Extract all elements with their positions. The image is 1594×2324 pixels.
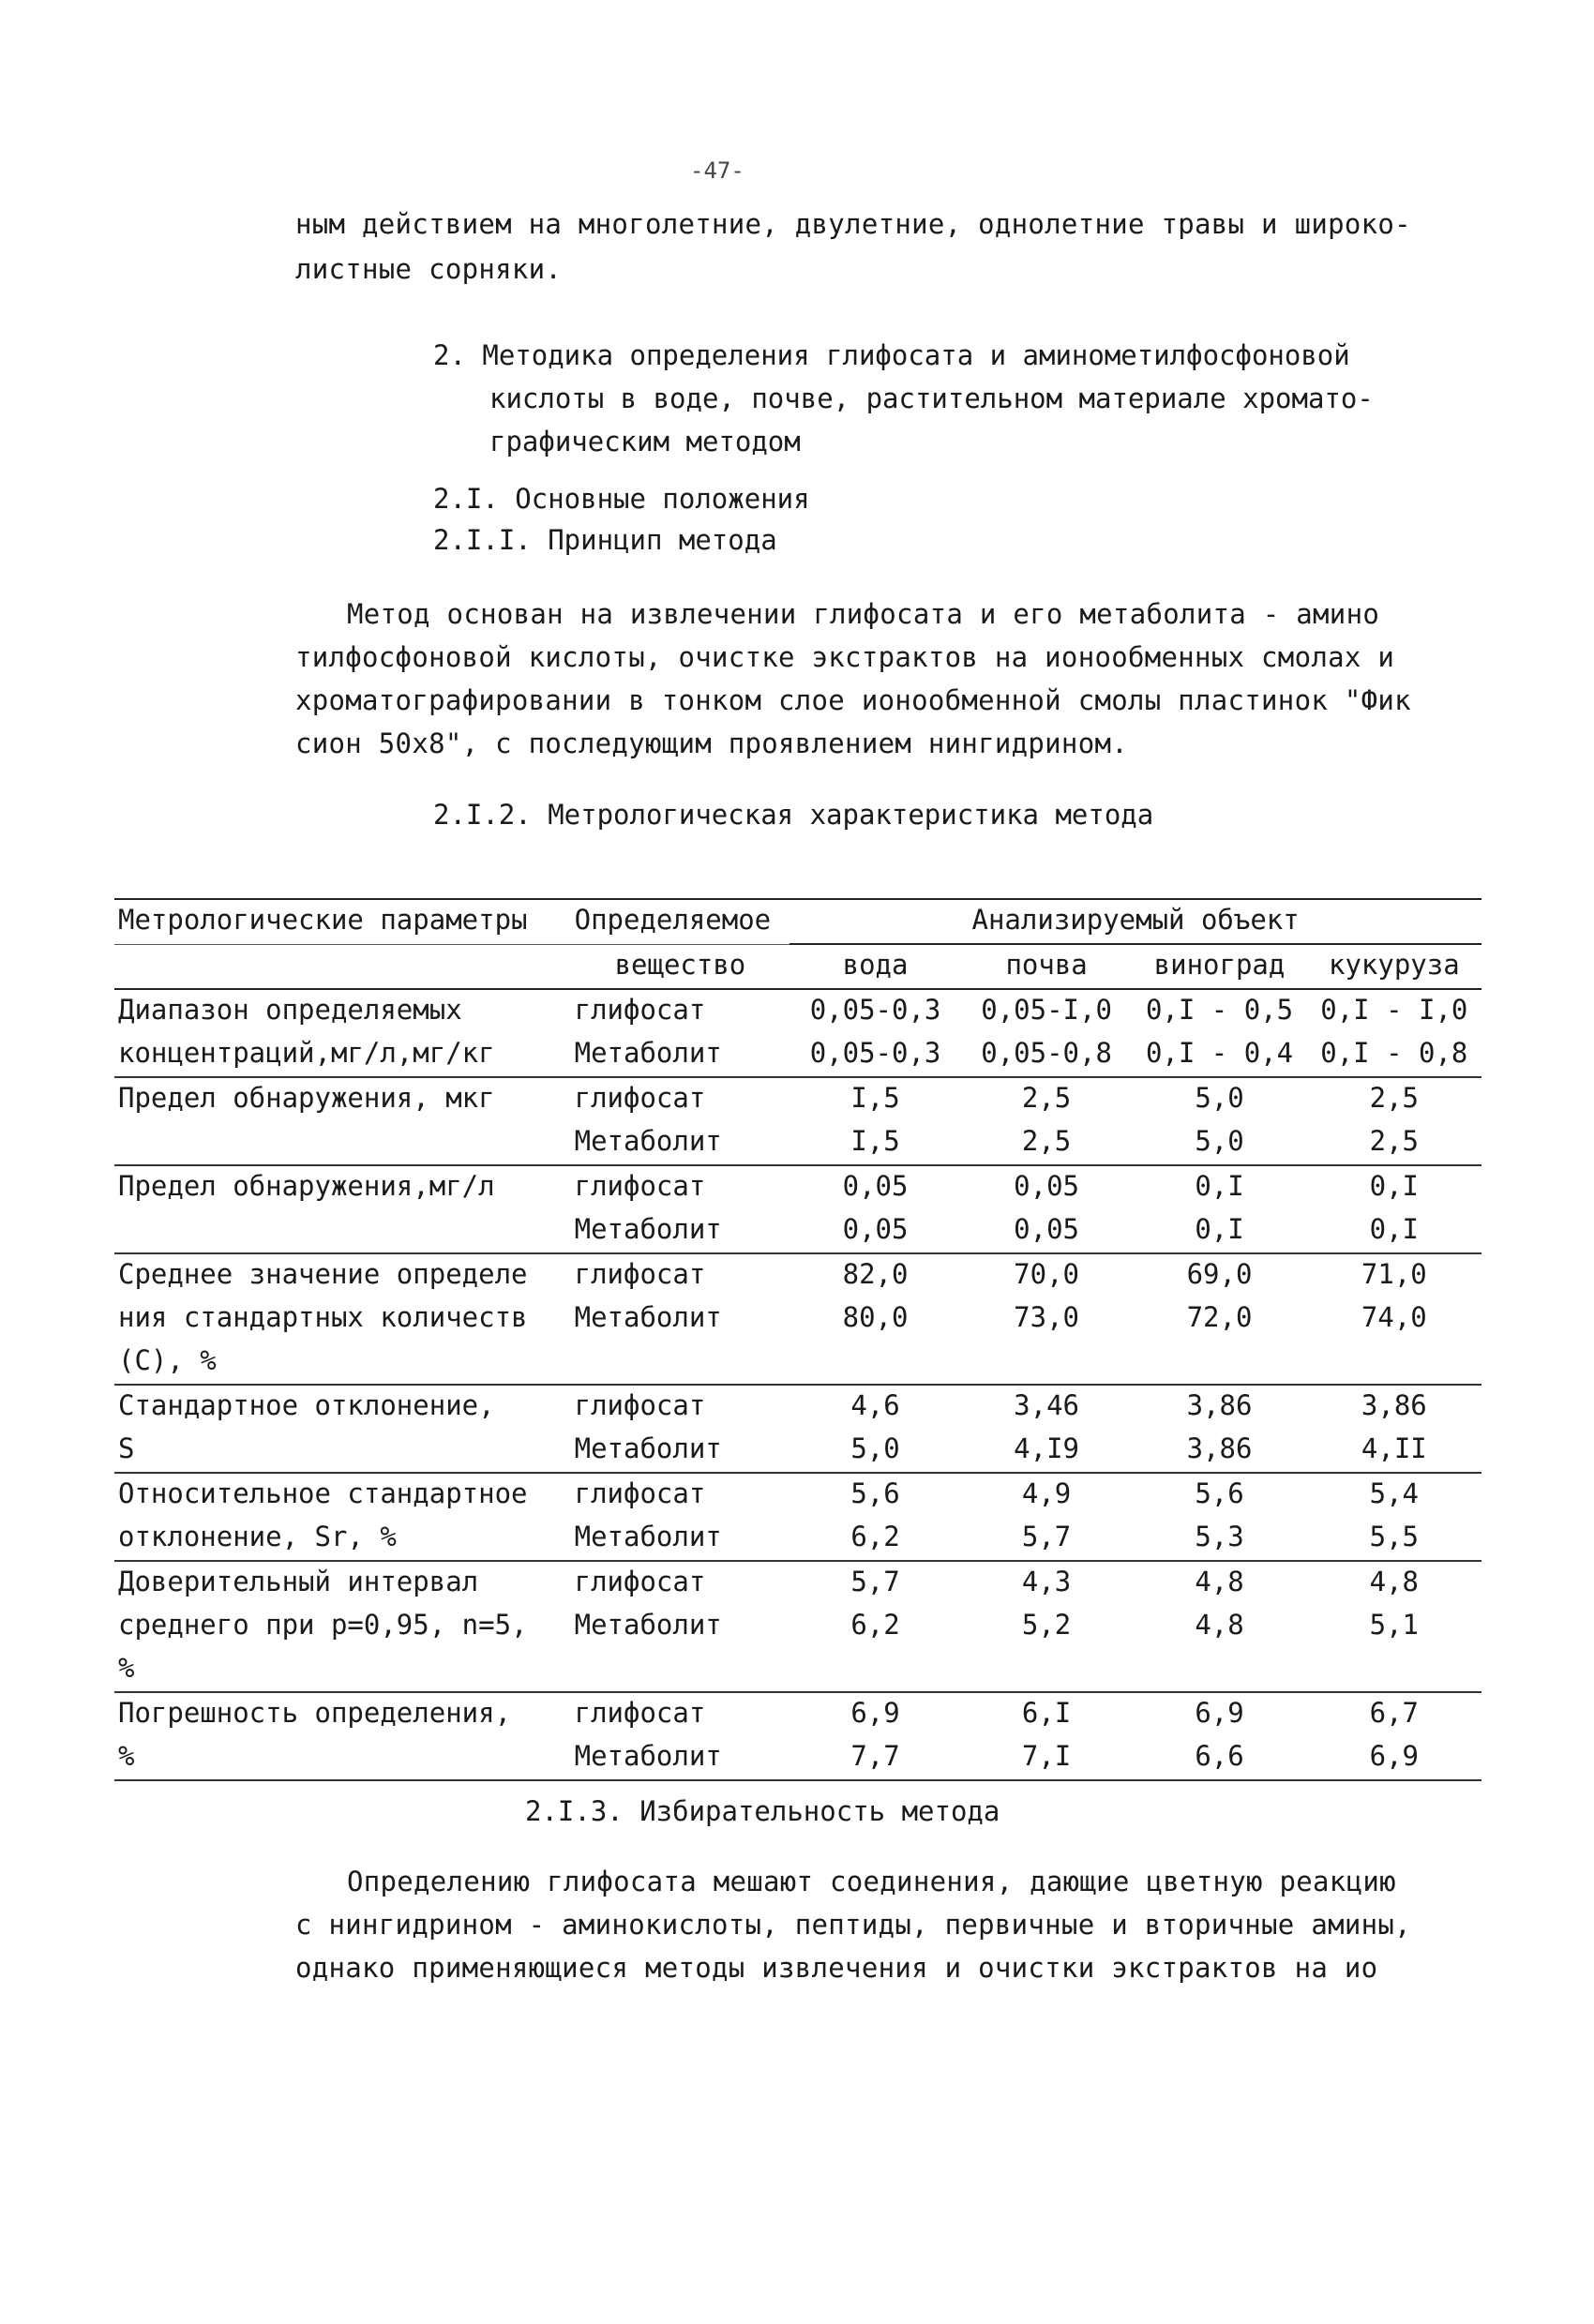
value-cell: 5,0: [789, 1429, 961, 1473]
value-cell: 0,I - 0,8: [1307, 1033, 1481, 1077]
value-cell: 69,0: [1186, 1258, 1253, 1290]
param-cell: Стандартное отклонение,: [118, 1389, 495, 1421]
value-cell: 2,5: [1369, 1082, 1420, 1114]
value-cell: 2,5: [961, 1121, 1133, 1165]
value-cell: 0,I - 0,4: [1132, 1033, 1306, 1077]
value-cell: I,5: [850, 1082, 900, 1114]
value-cell: 6,7: [1369, 1697, 1420, 1729]
substance-cell: Метаболит: [571, 1209, 790, 1253]
value-cell: 0,I - I,0: [1320, 994, 1468, 1026]
table-row: [114, 1341, 1481, 1385]
selectivity-line-3: однако применяющиеся методы извлечения и очистки экстрактов на ио: [295, 1952, 1378, 1984]
value-cell: 3,86: [1132, 1429, 1306, 1473]
table-row: [114, 1385, 1481, 1429]
param-cell: [114, 1121, 571, 1165]
value-cell: 4,I9: [961, 1429, 1133, 1473]
value-cell: 4,II: [1307, 1429, 1481, 1473]
value-cell: 0,I: [1307, 1209, 1481, 1253]
intro-line-1: ным действием на многолетние, двулетние, однолетние травы и широко-: [295, 208, 1411, 240]
value-cell: 0,05-0,3: [809, 994, 941, 1026]
table-row: [114, 1253, 1481, 1297]
substance-cell: [571, 1648, 790, 1692]
value-cell: 70,0: [1014, 1258, 1080, 1290]
value-cell: [1307, 1341, 1481, 1385]
param-cell: Среднее значение определе: [118, 1258, 528, 1290]
substance-cell: глифосат: [574, 1566, 706, 1597]
table-row: [114, 1121, 1481, 1165]
principle-line-1: Метод основан на извлечении глифосата и его метаболита - амино: [347, 598, 1380, 630]
value-cell: 72,0: [1186, 1301, 1253, 1333]
value-cell: 0,05-I,0: [981, 994, 1112, 1026]
section-2-heading-line-3: графическим методом: [489, 426, 801, 457]
substance-cell: Метаболит: [571, 1736, 790, 1780]
value-cell: 6,I: [1021, 1697, 1072, 1729]
substance-cell: Метаболит: [571, 1517, 790, 1561]
value-cell: 6,9: [1307, 1736, 1481, 1780]
section-2-heading-line-1: 2. Методика определения глифосата и аминометилфосфоновой: [433, 339, 1350, 371]
value-cell: 74,0: [1361, 1301, 1427, 1333]
value-cell: 5,3: [1132, 1517, 1306, 1561]
value-cell: 82,0: [842, 1258, 909, 1290]
substance-cell: глифосат: [574, 1170, 706, 1202]
section-2-heading-line-2: кислоты в воде, почве, растительном материале хромато-: [489, 382, 1374, 414]
header-col-corn: кукуруза: [1307, 944, 1481, 989]
value-cell: 3,86: [1361, 1389, 1427, 1421]
value-cell: 5,0: [1132, 1121, 1306, 1165]
value-cell: I,5: [789, 1121, 961, 1165]
value-cell: 0,05: [961, 1209, 1133, 1253]
header-col-soil: почва: [961, 944, 1133, 989]
section-2-1-2-heading: 2.I.2. Метрологическая характеристика метода: [433, 799, 1154, 831]
value-cell: 3,86: [1186, 1389, 1253, 1421]
value-cell: 4,8: [1369, 1566, 1420, 1597]
param-cell: Предел обнаружения,мг/л: [118, 1170, 495, 1202]
value-cell: 4,3: [1021, 1566, 1072, 1597]
value-cell: 0,I: [1132, 1209, 1306, 1253]
value-cell: [789, 1648, 961, 1692]
value-cell: [1307, 1648, 1481, 1692]
table-header-row: [114, 944, 1481, 989]
table-row: [114, 1561, 1481, 1605]
param-cell: (С), %: [114, 1341, 571, 1385]
selectivity-line-1: Определению глифосата мешают соединения, дающие цветную реакцию: [347, 1866, 1396, 1897]
table-body: [114, 989, 1481, 1780]
value-cell: [1132, 1648, 1306, 1692]
substance-cell: Метаболит: [571, 1033, 790, 1077]
value-cell: 5,0: [1195, 1082, 1244, 1114]
param-cell: Погрешность определения,: [118, 1697, 512, 1729]
value-cell: 5,1: [1369, 1609, 1420, 1641]
value-cell: 0,I: [1369, 1170, 1420, 1202]
value-cell: 4,8: [1195, 1566, 1244, 1597]
param-cell: %: [114, 1648, 571, 1692]
substance-cell: глифосат: [574, 1258, 706, 1290]
value-cell: 0,I - 0,5: [1145, 994, 1294, 1026]
principle-line-3: хроматографировании в тонком слое ионообменной смолы пластинок "Фик: [295, 684, 1411, 716]
table-row: [114, 1165, 1481, 1209]
value-cell: 0,05-0,8: [961, 1033, 1133, 1077]
substance-cell: Метаболит: [574, 1609, 722, 1641]
header-substance-1: Определяемое: [571, 899, 790, 944]
selectivity-line-2: с нингидрином - аминокислоты, пептиды, первичные и вторичные амины,: [295, 1909, 1411, 1941]
value-cell: 2,5: [1021, 1082, 1072, 1114]
header-param: Метрологические параметры: [114, 899, 571, 944]
table-header-row: [114, 899, 1481, 944]
substance-cell: глифосат: [574, 1389, 706, 1421]
param-cell: [114, 1209, 571, 1253]
metrology-table: [114, 898, 1481, 1781]
param-cell: S: [114, 1429, 571, 1473]
value-cell: 5,5: [1307, 1517, 1481, 1561]
value-cell: 0,05: [1014, 1170, 1080, 1202]
table-row: [114, 1517, 1481, 1561]
table-row: [114, 1297, 1481, 1341]
header-object: Анализируемый объект: [789, 899, 1481, 944]
value-cell: 7,7: [789, 1736, 961, 1780]
value-cell: 6,2: [789, 1517, 961, 1561]
value-cell: [961, 1648, 1133, 1692]
section-2-1-heading: 2.I. Основные положения: [433, 483, 810, 515]
substance-cell: глифосат: [574, 1697, 706, 1729]
substance-cell: Метаболит: [571, 1429, 790, 1473]
page-number: -47-: [690, 157, 744, 184]
table-row: [114, 1077, 1481, 1121]
value-cell: 5,4: [1369, 1477, 1420, 1509]
table-row: [114, 1605, 1481, 1648]
value-cell: 4,9: [1021, 1477, 1072, 1509]
param-cell: ния стандартных количеств: [118, 1301, 528, 1333]
param-cell: Диапазон определяемых: [118, 994, 462, 1026]
param-cell: среднего при p=0,95, n=5,: [118, 1609, 528, 1641]
param-cell: концентраций,мг/л,мг/кг: [114, 1033, 571, 1077]
value-cell: 0,05-0,3: [789, 1033, 961, 1077]
substance-cell: глифосат: [574, 1082, 706, 1114]
value-cell: 5,2: [1021, 1609, 1072, 1641]
param-cell: %: [114, 1736, 571, 1780]
substance-cell: Метаболит: [574, 1301, 722, 1333]
principle-line-4: сион 50х8", с последующим проявлением нингидрином.: [295, 727, 1128, 759]
value-cell: 5,7: [850, 1566, 900, 1597]
substance-cell: [571, 1341, 790, 1385]
param-cell: Относительное стандартное: [118, 1477, 528, 1509]
value-cell: 3,46: [1014, 1389, 1080, 1421]
header-substance-2: вещество: [571, 944, 790, 989]
value-cell: 5,7: [961, 1517, 1133, 1561]
table-row: [114, 1473, 1481, 1517]
value-cell: 80,0: [842, 1301, 909, 1333]
value-cell: [1132, 1341, 1306, 1385]
header-col-water: вода: [789, 944, 961, 989]
table-row: [114, 1736, 1481, 1780]
table-row: [114, 989, 1481, 1033]
value-cell: 7,I: [961, 1736, 1133, 1780]
value-cell: 6,9: [850, 1697, 900, 1729]
value-cell: 73,0: [1014, 1301, 1080, 1333]
intro-line-2: листные сорняки.: [295, 253, 563, 285]
value-cell: 6,9: [1195, 1697, 1244, 1729]
value-cell: 4,6: [850, 1389, 900, 1421]
substance-cell: глифосат: [574, 994, 706, 1026]
substance-cell: Метаболит: [571, 1121, 790, 1165]
principle-line-2: тилфосфоновой кислоты, очистке экстрактов на ионообменных смолах и: [295, 641, 1395, 673]
value-cell: 0,05: [842, 1170, 909, 1202]
value-cell: [789, 1341, 961, 1385]
param-cell: отклонение, Sr, %: [114, 1517, 571, 1561]
table-row: [114, 1209, 1481, 1253]
value-cell: [961, 1341, 1133, 1385]
value-cell: 71,0: [1361, 1258, 1427, 1290]
table-row: [114, 1648, 1481, 1692]
table-row: [114, 1692, 1481, 1736]
table-row: [114, 1033, 1481, 1077]
value-cell: 5,6: [850, 1477, 900, 1509]
value-cell: 6,6: [1132, 1736, 1306, 1780]
value-cell: 5,6: [1195, 1477, 1244, 1509]
value-cell: 4,8: [1195, 1609, 1244, 1641]
param-cell: Доверительный интервал: [118, 1566, 479, 1597]
value-cell: 6,2: [850, 1609, 900, 1641]
table-row: [114, 1429, 1481, 1473]
param-cell: Предел обнаружения, мкг: [118, 1082, 495, 1114]
section-2-1-3-heading: 2.I.3. Избирательность метода: [525, 1795, 1000, 1827]
value-cell: 0,05: [789, 1209, 961, 1253]
value-cell: 0,I: [1195, 1170, 1244, 1202]
header-col-grape: виноград: [1132, 944, 1306, 989]
section-2-1-1-heading: 2.I.I. Принцип метода: [433, 524, 777, 556]
substance-cell: глифосат: [574, 1477, 706, 1509]
value-cell: 2,5: [1307, 1121, 1481, 1165]
